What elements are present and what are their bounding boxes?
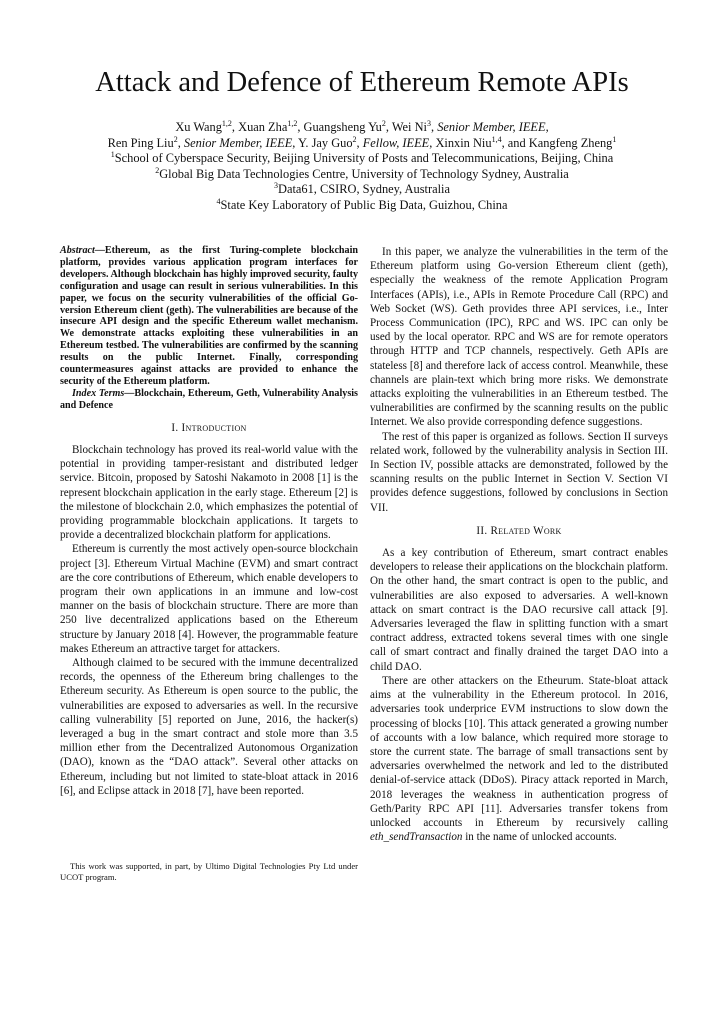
author-name: Xu Wang	[175, 120, 222, 134]
author-sup: 1,4	[491, 134, 502, 144]
affiliation-sup: 1	[110, 149, 115, 159]
author-sup: 1	[612, 134, 617, 144]
author-name: Ren Ping Liu	[107, 135, 174, 150]
affiliation-4	[0, 198, 724, 214]
left-column	[60, 245, 358, 798]
paragraph-text: in the name of unlocked accounts.	[462, 831, 617, 844]
paragraph: Although claimed to be secured with the immune decentralized records, the openness of the Ethereum bring challenges to the Ethereum security. As Ethereum is open source to the public, the vulnerabilities are exposed to adversaries as well. In the recursive calling vulnerability [5] reported on June, 2016, the hacker(s) leveraged a bug in the smart contract and stole more than 3.5 million ether from the Decentralized Autonomous Organization (DAO), known as the “DAO attack”. Several other attacks on Ethereum, including but not limited to state-bloat attack in 2016 [6], and Eclipse attack in 2018 [7], have been reported.	[60, 656, 358, 797]
author-sup: 2	[352, 134, 357, 144]
paragraph: The rest of this paper is organized as follows. Section II surveys related work, followed by the vulnerability analysis in Section III. In Section IV, possible attacks are demonstrated, followed by the scanning results on the public Internet in Section V. Section VI provides defence suggestions, followed by conclusions in Section VII.	[370, 430, 668, 514]
section-heading-related-work	[370, 524, 668, 538]
index-terms-label: Index Terms	[72, 387, 125, 399]
author-sep: ,	[430, 120, 438, 134]
abstract-text: —Ethereum, as the first Turing-complete blockchain platform, provides various application program interfaces for developers. Although blockchain has highly improved security, faulty configuration and usage can result in serious vulnerabilities. In this paper, we focus on the security vulnerabilities of the official Go-version Ethereum client (geth). The vulnerabilities are because of the insecure API design and the specific Ethereum wallet mechanism. We demonstrate attacks exploiting these vulnerabilities in an Ethereum testbed. The vulnerabilities are confirmed by the scanning results on the public Internet. Finally, corresponding countermeasures against attacks are provided to enhance the security of the Ethereum platform.	[60, 245, 358, 387]
abstract	[60, 245, 358, 388]
author-member-title: Fellow, IEEE	[362, 135, 430, 150]
index-terms	[60, 388, 358, 412]
function-name: eth_sendTransaction	[370, 831, 463, 844]
author-line-2: Ren Ping Liu$^2$, Senior Member, IEEE, Y. Jay Guo$^2$, Fellow, IEEE, Xinxin Niu$^{1,4}$, and Kangfeng Zheng$^1$	[107, 134, 617, 150]
author-sup: 1,2	[221, 118, 232, 128]
paragraph: As a key contribution of Ethereum, smart contract enables developers to release their applications on the blockchain platform. On the other hand, the smart contract is open to the public, and vulnerabilities are also exposed to adversaries. A well-known attack on smart contract is the DAO recursive call attack [9]. Adversaries leveraged the flaw in splitting function with a smart contract address, extracted tokens several times with one single call of smart contract and finally drained the target DAO into a child DAO.	[370, 547, 668, 673]
author-member-title: Senior Member, IEEE,	[437, 120, 549, 134]
author-name: , Xuan Zha	[231, 120, 288, 134]
paragraph: Ethereum is currently the most actively open-source blockchain project [3]. Ethereum Virtual Machine (EVM) and smart contract are the core contributions of Ethereum, which enable developers to program their own applications in an immune and low-cost manner on the basis of blockchain structure. There are more than 250 live decentralized applications based on the Ethereum structure by January 2018 [4]. However, the programmable feature makes Ethereum an attractive target for attackers.	[60, 543, 358, 655]
author-line-1	[0, 120, 724, 136]
affiliation-3	[0, 182, 724, 198]
author-block	[0, 120, 724, 213]
paper-title: Attack and Defence of Ethereum Remote APIs	[95, 67, 629, 98]
paragraph: In this paper, we analyze the vulnerabilities in the term of the Ethereum platform using Go-version Ethereum client (geth), especially the weakness of the remote Application Program Interfaces (APIs), i.e., APIs in Remote Procedure Call (RPC) and Web Socket (WS). Geth provides three API services, i.e., Inter Process Communication (IPC), RPC and WS. IPC can only be used by the local operator. RPC and WS are for remote operators through HTTP and TCP channels, respectively. Geth APIs are stateless [8] and therefore lack of access control. Meanwhile, these channels are plain-text which bring more risks. We demonstrate attacks exploiting the vulnerabilities in an Ethereum testbed. The vulnerabilities are confirmed by the scanning results on the public Internet. We also provide corresponding defence suggestions.	[370, 246, 668, 429]
affiliation-text: School of Cyberspace Security, Beijing University of Posts and Telecommunications, Beijing, China	[114, 151, 614, 165]
author-sup: 1,2	[287, 118, 298, 128]
paragraph: Blockchain technology has proved its real-world value with the potential in providing tamper-resistant and distributed ledger service. Bitcoin, proposed by Satoshi Nakamoto in 2008 [1] is the represent blockchain application in the early stage. Ethereum [2] is the milestone of blockchain 2.0, which emphasizes the potential of providing programmable blockchain applications. It targets to provide a decentralized blockchain platform for applications.	[60, 443, 358, 542]
paragraph	[370, 674, 668, 844]
affiliation-text: State Key Laboratory of Public Big Data, Guizhou, China	[220, 197, 508, 212]
abstract-label: Abstract	[60, 245, 95, 256]
section-number: II.	[476, 524, 491, 537]
affiliation-2	[0, 167, 724, 183]
index-terms-text: —Blockchain, Ethereum, Geth, Vulnerability Analysis and Defence	[60, 387, 358, 411]
section-title: Related Work	[490, 524, 562, 537]
section-title: Introduction	[181, 421, 247, 434]
section-number: I.	[171, 421, 182, 434]
author-sup: 2	[381, 118, 386, 128]
author-name: , Xinxin Niu	[429, 135, 492, 150]
author-sup: 3	[426, 118, 431, 128]
right-column	[370, 245, 668, 844]
author-sup: 2	[173, 134, 178, 144]
affiliation-sup: 3	[274, 180, 279, 190]
section-heading-introduction	[60, 421, 358, 435]
author-name: , and Kangfeng Zheng	[501, 135, 613, 150]
footnote: This work was supported, in part, by Ultimo Digital Technologies Pty Ltd under UCOT program.	[60, 861, 358, 882]
affiliation-sup: 2	[155, 165, 160, 175]
affiliation-text: Global Big Data Technologies Centre, University of Technology Sydney, Australia	[159, 166, 569, 181]
affiliation-sup: 4	[216, 196, 221, 206]
author-member-title: Senior Member, IEEE	[183, 135, 293, 150]
paragraph-text: There are other attackers on the Etheurum. State-bloat attack aims at the vulnerability in the Ethereum protocol. In 2016, adversaries took underprice EVM instructions to slow down the processing of blocks [10]. This attack generated a growing number of accounts with a low balance, which required more storage to store the current state. The barrage of small transactions sent by adversaries overwhelmed the network and led to the distributed denial-of-service attack (DDoS). Piracy attack reported in March, 2018 leverages the weakness in authentication progress of Geth/Parity RPC API [11]. Adversaries transfer tokens from unlocked accounts in Ethereum by recursively calling	[370, 674, 668, 829]
author-name: , Y. Jay Guo	[292, 135, 353, 150]
affiliation-text: Data61, CSIRO, Sydney, Australia	[278, 182, 450, 196]
author-name: , Guangsheng Yu	[297, 120, 382, 134]
affiliation-1	[0, 151, 724, 167]
author-name: , Wei Ni	[385, 120, 427, 134]
